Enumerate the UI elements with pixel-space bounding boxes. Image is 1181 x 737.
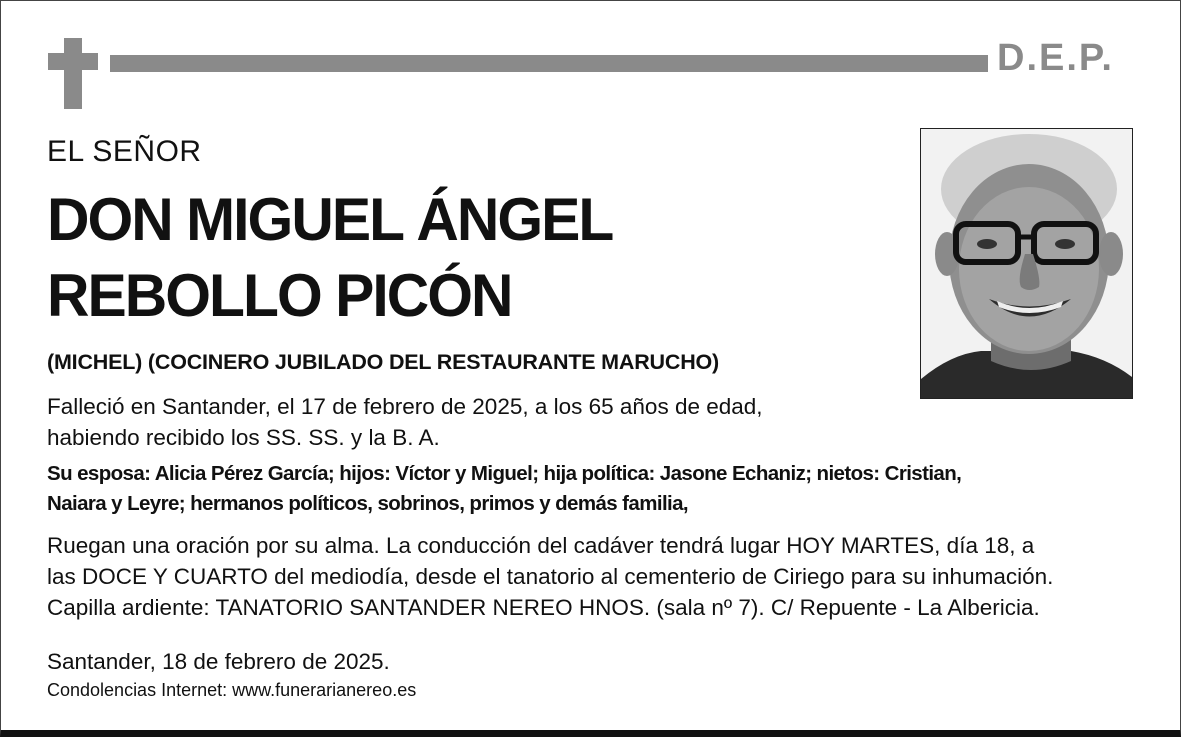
dep-label: D.E.P. — [997, 37, 1114, 79]
death-details-line2: habiendo recibido los SS. SS. y la B. A. — [47, 425, 440, 450]
intro-label: EL SEÑOR — [47, 135, 202, 168]
death-details-line1: Falleció en Santander, el 17 de febrero de 2025, a los 65 años de edad, — [47, 394, 763, 419]
place-date: Santander, 18 de febrero de 2025. — [47, 649, 390, 674]
deceased-name-line2: REBOLLO PICÓN — [47, 262, 512, 329]
nickname-occupation: (MICHEL) (COCINERO JUBILADO DEL RESTAURANTE MARUCHO) — [47, 350, 720, 374]
request-line3: Capilla ardiente: TANATORIO SANTANDER NEREO HNOS. (sala nº 7). C/ Repuente - La Albericia. — [47, 595, 1040, 620]
deceased-name-line1: DON MIGUEL ÁNGEL — [47, 186, 613, 253]
family-list-line2: Naiara y Leyre; hermanos políticos, sobrinos, primos y demás familia, — [47, 492, 689, 515]
request-line1: Ruegan una oración por su alma. La conducción del cadáver tendrá lugar HOY MARTES, día 18, a — [47, 533, 1035, 558]
request-line2: las DOCE Y CUARTO del mediodía, desde el tanatorio al cementerio de Ciriego para su inhumación. — [47, 564, 1054, 589]
family-list-line1: Su esposa: Alicia Pérez García; hijos: Víctor y Miguel; hija política: Jasone Echaniz; nietos: Cristian, — [47, 462, 962, 485]
header-rule — [110, 55, 988, 72]
condolences-link: Condolencias Internet: www.funerarianereo.es — [47, 680, 417, 700]
portrait-photo — [920, 128, 1133, 399]
